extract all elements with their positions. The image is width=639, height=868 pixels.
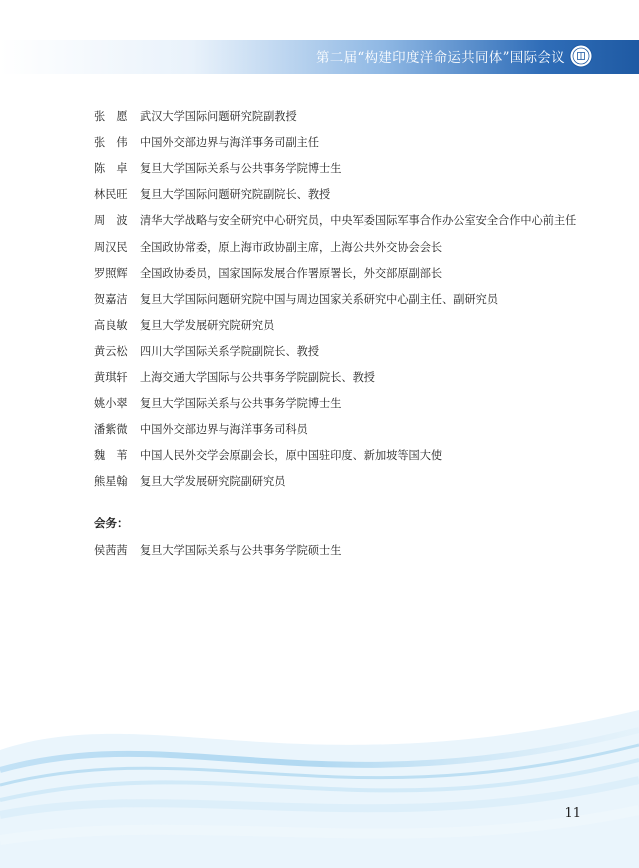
person-title: 复旦大学发展研究院研究员 — [140, 318, 275, 332]
person-title: 复旦大学国际关系与公共事务学院博士生 — [140, 162, 342, 176]
person-name: 林民旺 — [94, 188, 128, 202]
person-name: 陈 卓 — [94, 162, 128, 176]
person-name: 贺嘉洁 — [94, 292, 128, 306]
person-title: 武汉大学国际问题研究院副教授 — [140, 110, 297, 124]
person-name: 潘紫微 — [94, 423, 128, 437]
person-title: 上海交通大学国际与公共事务学院副院长、教授 — [140, 370, 375, 384]
list-item — [94, 233, 576, 259]
person-title: 中国人民外交学会原副会长，原中国驻印度、新加坡等国大使 — [140, 449, 443, 463]
page-number: 11 — [564, 806, 581, 821]
conference-title: 第二届“构建印度洋命运共同体”国际会议 — [315, 50, 565, 66]
person-name: 侯茜茜 — [94, 544, 128, 558]
person-name: 高良敏 — [94, 318, 128, 332]
affairs-list — [94, 537, 341, 563]
list-item — [94, 312, 576, 338]
person-title: 复旦大学国际问题研究院中国与周边国家关系研究中心副主任、副研究员 — [140, 292, 499, 306]
person-title: 中国外交部边界与海洋事务司科员 — [140, 423, 308, 437]
list-item — [94, 207, 576, 233]
person-name: 黄云松 — [94, 344, 128, 358]
list-item — [94, 442, 576, 468]
person-title: 复旦大学国际关系与公共事务学院硕士生 — [140, 544, 342, 558]
list-item — [94, 468, 576, 494]
person-name: 张 伟 — [94, 136, 128, 150]
person-title: 清华大学战略与安全研究中心研究员，中央军委国际军事合作办公室安全合作中心前主任 — [140, 214, 577, 228]
decorative-waves — [0, 640, 639, 868]
list-item — [94, 416, 576, 442]
person-name: 张 愿 — [94, 110, 128, 124]
person-title: 四川大学国际关系学院副院长、教授 — [140, 344, 320, 358]
person-name: 姚小翠 — [94, 397, 128, 411]
university-seal-icon — [569, 44, 593, 68]
list-item — [94, 364, 576, 390]
list-item — [94, 181, 576, 207]
affairs-heading: 会务： — [94, 516, 129, 530]
list-item — [94, 129, 576, 155]
list-item — [94, 338, 576, 364]
person-name: 周 波 — [94, 214, 128, 228]
list-item — [94, 155, 576, 181]
person-title: 全国政协委员，国家国际发展合作署原署长，外交部原副部长 — [140, 266, 443, 280]
person-title: 全国政协常委，原上海市政协副主席，上海公共外交协会会长 — [140, 240, 443, 254]
person-title: 复旦大学国际问题研究院副院长、教授 — [140, 188, 331, 202]
person-name: 周汉民 — [94, 240, 128, 254]
person-title: 中国外交部边界与海洋事务司副主任 — [140, 136, 320, 150]
person-name: 魏 苇 — [94, 449, 128, 463]
list-item — [94, 286, 576, 312]
participant-list — [94, 103, 576, 494]
person-name: 黄琪轩 — [94, 370, 128, 384]
list-item — [94, 537, 341, 563]
person-title: 复旦大学发展研究院副研究员 — [140, 475, 286, 489]
list-item — [94, 103, 576, 129]
person-name: 罗照辉 — [94, 266, 128, 280]
list-item — [94, 390, 576, 416]
person-title: 复旦大学国际关系与公共事务学院博士生 — [140, 397, 342, 411]
list-item — [94, 260, 576, 286]
person-name: 熊星翰 — [94, 475, 128, 489]
